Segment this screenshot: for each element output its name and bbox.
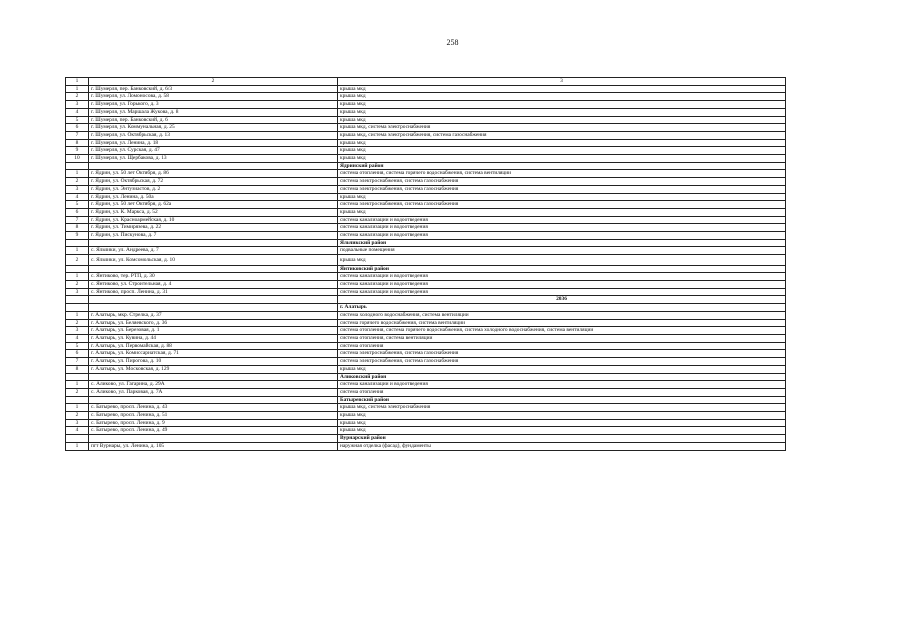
district-section-row [66, 239, 786, 247]
district-title: Ядринский район [338, 162, 786, 170]
row-work: система отопления [338, 342, 786, 350]
row-work: крыша мкд [338, 139, 786, 147]
table-row [66, 224, 786, 232]
table-row [66, 85, 786, 93]
row-address: г. Шумерля, ул. Ленина, д. 18 [89, 139, 338, 147]
empty-cell [66, 265, 89, 273]
row-number: 2 [66, 388, 89, 396]
district-section-row [66, 396, 786, 404]
row-work: подвальные помещения [338, 247, 786, 255]
row-work: крыша мкд [338, 193, 786, 201]
row-work: крыша мкд [338, 108, 786, 116]
table-row [66, 208, 786, 216]
row-work: система холодного водоснабжения, система вентиляции [338, 311, 786, 319]
empty-cell [89, 296, 338, 304]
row-work: система отопления, система горячего водоснабжения, система холодного водоснабжения, система вентиляции [338, 327, 786, 335]
row-number: 10 [66, 155, 89, 163]
table-row [66, 281, 786, 289]
row-address: г. Алатырь, ул. Пирогова, д. 10 [89, 358, 338, 366]
row-address: г. Ядрин, ул. К. Маркса, д. 52 [89, 208, 338, 216]
row-address: г. Шумерля, ул. Щербакова, д. 13 [89, 155, 338, 163]
row-address: с. Яльчики, ул. Андреева, д. 7 [89, 247, 338, 255]
row-work: система электроснабжения, система газоснабжения [338, 178, 786, 186]
district-section-row [66, 162, 786, 170]
row-address: г. Алатырь, ул. Беляевского, д. 36 [89, 319, 338, 327]
row-number: 9 [66, 147, 89, 155]
row-number: 7 [66, 131, 89, 139]
row-address: г. Шумерля, ул. Ломоносова, д. 58 [89, 93, 338, 101]
row-address: г. Шумерля, ул. Коммунальная, д. 25 [89, 124, 338, 132]
row-work: система канализации и водоотведения [338, 224, 786, 232]
row-address: г. Шумерля, ул. Сурская, д. 47 [89, 147, 338, 155]
row-number: 4 [66, 193, 89, 201]
row-number: 8 [66, 224, 89, 232]
header-col-3: 3 [338, 78, 786, 86]
district-section-row [66, 304, 786, 312]
empty-cell [66, 304, 89, 312]
table-row [66, 381, 786, 389]
row-number: 3 [66, 419, 89, 427]
row-work: крыша мкд [338, 255, 786, 266]
row-address: г. Ядрин, ул. Пискунова, д. 7 [89, 232, 338, 240]
row-address: г. Ядрин, ул. 50 лет Октября, д. 86 [89, 170, 338, 178]
empty-cell [89, 265, 338, 273]
table-row [66, 155, 786, 163]
row-number: 5 [66, 116, 89, 124]
table-row [66, 335, 786, 343]
table-row [66, 365, 786, 373]
table-row [66, 427, 786, 435]
row-number: 1 [66, 273, 89, 281]
row-work: система электроснабжения, система газоснабжения [338, 350, 786, 358]
row-number: 1 [66, 381, 89, 389]
table-row [66, 170, 786, 178]
row-number: 8 [66, 365, 89, 373]
table-row [66, 185, 786, 193]
table-row [66, 101, 786, 109]
row-address: г. Алатырь, ул. Первомайская, д. 88 [89, 342, 338, 350]
row-work: крыша мкд [338, 419, 786, 427]
row-work: система канализации и водоотведения [338, 232, 786, 240]
row-address: с. Аликово, ул. Парковая, д. 7А [89, 388, 338, 396]
row-work: наружная отделка (фасад), фундаменты [338, 442, 786, 450]
row-address: г. Ядрин, ул. Красноармейская, д. 10 [89, 216, 338, 224]
district-section-row [66, 435, 786, 443]
row-address: г. Ядрин, ул. Октябрьская, д. 72 [89, 178, 338, 186]
district-title: Янтиковский район [338, 265, 786, 273]
row-address: с. Батырево, просп. Ленина, д. 49 [89, 427, 338, 435]
row-work: система канализации и водоотведения [338, 381, 786, 389]
row-address: г. Алатырь, ул. Московская, д. 129 [89, 365, 338, 373]
row-address: пгт Вурнары, ул. Ленина, д. 105 [89, 442, 338, 450]
row-number: 5 [66, 201, 89, 209]
row-number: 8 [66, 139, 89, 147]
row-address: г. Алатырь, мкр. Стрелка, д. 37 [89, 311, 338, 319]
empty-cell [66, 239, 89, 247]
row-number: 4 [66, 427, 89, 435]
empty-cell [66, 373, 89, 381]
table-row [66, 178, 786, 186]
district-title: Батыревский район [338, 396, 786, 404]
row-work: крыша мкд [338, 208, 786, 216]
table-row [66, 319, 786, 327]
row-work: система отопления, система горячего водоснабжения, система вентиляции [338, 170, 786, 178]
row-address: г. Ядрин, ул. Тимирязева, д. 22 [89, 224, 338, 232]
table-row [66, 342, 786, 350]
empty-cell [89, 304, 338, 312]
table-row [66, 311, 786, 319]
row-work: система электроснабжения, система газоснабжения [338, 201, 786, 209]
table-row [66, 124, 786, 132]
row-work: система канализации и водоотведения [338, 216, 786, 224]
table-row [66, 442, 786, 450]
district-title: Яльчикский район [338, 239, 786, 247]
table-row [66, 255, 786, 266]
table-header-row [66, 78, 786, 86]
row-number: 9 [66, 232, 89, 240]
row-number: 1 [66, 247, 89, 255]
row-address: г. Ядрин, ул. Ленина, д. 50а [89, 193, 338, 201]
row-number: 2 [66, 412, 89, 420]
table-row [66, 232, 786, 240]
row-number: 6 [66, 350, 89, 358]
table-row [66, 388, 786, 396]
district-title: г. Алатырь [338, 304, 786, 312]
empty-cell [66, 296, 89, 304]
row-address: с. Аликово, ул. Гагарина, д. 29А [89, 381, 338, 389]
row-number: 2 [66, 93, 89, 101]
empty-cell [89, 162, 338, 170]
row-number: 6 [66, 124, 89, 132]
empty-cell [89, 435, 338, 443]
row-address: с. Яльчики, ул. Комсомольская, д. 10 [89, 255, 338, 266]
table-row [66, 139, 786, 147]
table-body [66, 78, 786, 451]
row-address: г. Алатырь, ул. Кувина, д. 44 [89, 335, 338, 343]
empty-cell [66, 396, 89, 404]
row-number: 7 [66, 216, 89, 224]
row-number: 1 [66, 404, 89, 412]
row-work: система электроснабжения, система газоснабжения [338, 185, 786, 193]
row-number: 1 [66, 85, 89, 93]
row-number: 1 [66, 311, 89, 319]
row-number: 3 [66, 288, 89, 296]
row-work: система отопления, система вентиляции [338, 335, 786, 343]
table-row [66, 247, 786, 255]
row-work: крыша мкд, система электроснабжения, система газоснабжения [338, 131, 786, 139]
row-address: с. Батырево, просп. Ленина, д. 43 [89, 404, 338, 412]
row-address: с. Батырево, просп. Ленина, д. 9 [89, 419, 338, 427]
row-work: система горячего водоснабжения, система вентиляции [338, 319, 786, 327]
table-row [66, 93, 786, 101]
row-work: система отопления [338, 388, 786, 396]
district-section-row [66, 373, 786, 381]
table-row [66, 116, 786, 124]
row-address: г. Шумерля, ул. Горького, д. 3 [89, 101, 338, 109]
table-row [66, 358, 786, 366]
district-title: Вурнарский район [338, 435, 786, 443]
row-number: 5 [66, 342, 89, 350]
table-row [66, 216, 786, 224]
table-row [66, 108, 786, 116]
row-work: система канализации и водоотведения [338, 281, 786, 289]
row-work: крыша мкд [338, 85, 786, 93]
row-work: крыша мкд [338, 116, 786, 124]
empty-cell [89, 239, 338, 247]
row-number: 4 [66, 335, 89, 343]
table-row [66, 131, 786, 139]
row-address: с. Янтиково, ул. Строительная, д. 4 [89, 281, 338, 289]
row-number: 7 [66, 358, 89, 366]
district-section-row [66, 265, 786, 273]
row-work: система электроснабжения, система газоснабжения [338, 358, 786, 366]
row-address: г. Ядрин, ул. Энтузиастов, д. 2 [89, 185, 338, 193]
row-number: 1 [66, 170, 89, 178]
table-row [66, 288, 786, 296]
row-work: крыша мкд [338, 412, 786, 420]
row-address: г. Шумерля, ул. Маршала Жукова, д. 8 [89, 108, 338, 116]
row-number: 6 [66, 208, 89, 216]
table-row [66, 273, 786, 281]
row-number: 3 [66, 185, 89, 193]
row-address: г. Шумерля, пер. Банковский, д. 6 [89, 116, 338, 124]
row-work: крыша мкд [338, 101, 786, 109]
row-number: 3 [66, 101, 89, 109]
table-row [66, 412, 786, 420]
row-work: крыша мкд [338, 365, 786, 373]
table-row [66, 419, 786, 427]
row-address: с. Батырево, просп. Ленина, д. 51 [89, 412, 338, 420]
row-work: крыша мкд [338, 93, 786, 101]
row-number: 3 [66, 327, 89, 335]
row-address: г. Алатырь, ул. Комиссариатская, д. 71 [89, 350, 338, 358]
page-number: 258 [446, 38, 459, 47]
row-work: крыша мкд [338, 147, 786, 155]
row-number: 2 [66, 319, 89, 327]
empty-cell [66, 162, 89, 170]
header-col-2: 2 [89, 78, 338, 86]
row-work: система канализации и водоотведения [338, 273, 786, 281]
row-address: с. Янтиково, просп. Ленина, д. 31 [89, 288, 338, 296]
row-number: 2 [66, 255, 89, 266]
table-row [66, 193, 786, 201]
row-work: система канализации и водоотведения [338, 288, 786, 296]
year-row [66, 296, 786, 304]
year-title: 2036 [338, 296, 786, 304]
row-work: крыша мкд, система электроснабжения [338, 124, 786, 132]
row-work: крыша мкд, система электроснабжения [338, 404, 786, 412]
row-number: 2 [66, 281, 89, 289]
row-number: 4 [66, 108, 89, 116]
empty-cell [66, 435, 89, 443]
row-work: крыша мкд [338, 155, 786, 163]
district-title: Аликовский район [338, 373, 786, 381]
table-row [66, 350, 786, 358]
table-row [66, 201, 786, 209]
table-row [66, 147, 786, 155]
header-col-1: 1 [66, 78, 89, 86]
row-address: г. Шумерля, ул. Октябрьская, д. 13 [89, 131, 338, 139]
row-address: г. Шумерля, пер. Банковский, д. 6/3 [89, 85, 338, 93]
row-address: с. Янтиково, тер. РТП, д. 30 [89, 273, 338, 281]
row-address: г. Ядрин, ул. 50 лет Октября, д. 62а [89, 201, 338, 209]
row-number: 1 [66, 442, 89, 450]
empty-cell [89, 396, 338, 404]
empty-cell [89, 373, 338, 381]
row-address: г. Алатырь, ул. Березовая, д. 1 [89, 327, 338, 335]
table-row [66, 327, 786, 335]
row-number: 2 [66, 178, 89, 186]
row-work: крыша мкд [338, 427, 786, 435]
table-row [66, 404, 786, 412]
capital-repair-table [65, 77, 786, 451]
